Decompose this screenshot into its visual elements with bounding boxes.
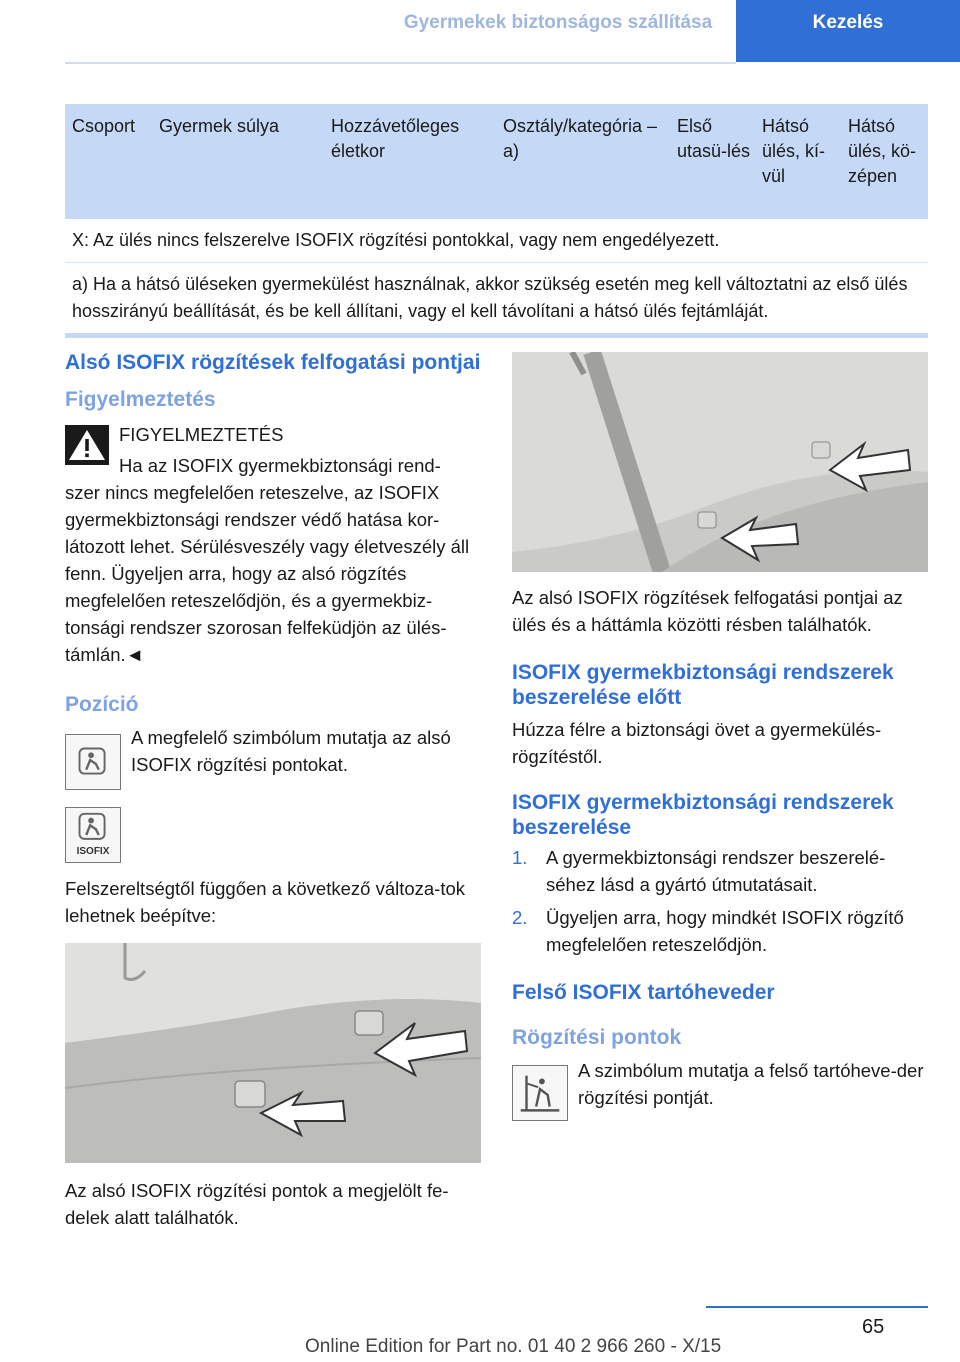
seat-photo-covers [65, 943, 481, 1163]
heading-install: ISOFIX gyermekbiztonsági rendszerek beszerelése [512, 791, 894, 839]
variants-text: Felszereltségtől függően a következő változa-tok lehetnek beépítve: [65, 878, 466, 926]
heading-warning: Figyelmeztetés [65, 388, 216, 411]
right-column [512, 352, 928, 1142]
th-rear-outer: Hátsó ülés, kí-vül [762, 116, 826, 186]
isofix-label: ISOFIX [76, 846, 110, 857]
child-seat-symbol-icon [65, 734, 121, 790]
list-item: 1. A gyermekbiztonsági rendszer beszerelé-séhez lásd a gyártó útmutatásait. [512, 847, 886, 895]
th-weight: Gyermek súlya [159, 116, 280, 136]
heading-lower-anchors: Alsó ISOFIX rögzítések felfogatási pontjai [65, 351, 481, 374]
section-title: Gyermekek biztonságos szállítása [403, 12, 713, 33]
anchor-text: A szimbólum mutatja a felső tartóheve-der rögzítési pontját. [578, 1060, 924, 1108]
anchor-block [512, 1057, 928, 1142]
warning-triangle-icon [65, 425, 109, 465]
seat-photo-gap [512, 352, 928, 572]
heading-position: Pozíció [65, 693, 139, 716]
th-rear-center: Hátsó ülés, kö-zépen [848, 116, 917, 186]
warning-label: FIGYELMEZTETÉS [119, 424, 284, 445]
th-age: Hozzávetőleges életkor [331, 116, 460, 161]
position-text: A megfelelő szimbólum mutatja az alsó ISOFIX rögzítési pontokat. [131, 727, 451, 775]
footer-rule [706, 1306, 928, 1308]
isofix-table [65, 104, 928, 338]
table-header-row [65, 104, 928, 219]
position-block [65, 724, 481, 809]
warning-text-line1: Ha az ISOFIX gyermekbiztonsági rend- [119, 455, 441, 476]
warning-block [65, 421, 481, 668]
th-front-seat: Első utasü-lés [677, 116, 751, 161]
heading-upper-tether: Felső ISOFIX tartóheveder [512, 981, 775, 1004]
before-install-text: Húzza félre a biztonsági övet a gyermekülés-rögzítéstől. [512, 719, 882, 767]
top-tether-symbol-icon [512, 1065, 568, 1121]
tab-kezeles[interactable]: Kezelés [736, 0, 960, 62]
isofix-symbol-icon [65, 807, 121, 863]
table-note-a: a) Ha a hátsó üléseken gyermekülést használnak, akkor szükség esetén meg kell változtatni az első ülés hosszirányú beállítását, és be kell állítani, vagy el kell távolítani a hátsó ülés fejtámláját. [72, 274, 908, 321]
header-rule [65, 62, 736, 64]
th-group: Csoport [72, 116, 136, 136]
edition-text: Online Edition for Part no. 01 40 2 966 260 - X/15 [305, 1336, 722, 1357]
warning-text: szer nincs megfelelően reteszelve, az ISOFIX gyermekbiztonsági rendszer védő hatása kor-látozott lehet. Sérülésveszély vagy életveszély áll fenn. Ügyeljen arra, hogy az alsó rögzítés megfelelően reteszelődjön, és a gyermekbiz-tonsági rendszer szorosan felfeküdjön az ülés-támlán.◄ [65, 482, 470, 665]
left-column [65, 350, 481, 1231]
table-note-x: X: Az ülés nincs felszerelve ISOFIX rögzítési pontokkal, vagy nem engedélyezett. [65, 219, 928, 263]
page-number: 65 [862, 1316, 885, 1338]
left-caption: Az alsó ISOFIX rögzítési pontok a megjelölt fe-delek alatt találhatók. [65, 1180, 449, 1228]
list-item: 2. Ügyeljen arra, hogy mindkét ISOFIX rögzítő megfelelően reteszelődjön. [512, 907, 904, 955]
right-caption: Az alsó ISOFIX rögzítések felfogatási pontjai az ülés és a háttámla közötti résben találhatók. [512, 587, 903, 635]
table-bottom-rule [65, 333, 928, 338]
install-steps [512, 844, 928, 958]
heading-before-install: ISOFIX gyermekbiztonsági rendszerek beszerelése előtt [512, 661, 894, 709]
heading-anchor-points: Rögzítési pontok [512, 1026, 682, 1049]
th-class: Osztály/kategória – a) [503, 116, 658, 161]
